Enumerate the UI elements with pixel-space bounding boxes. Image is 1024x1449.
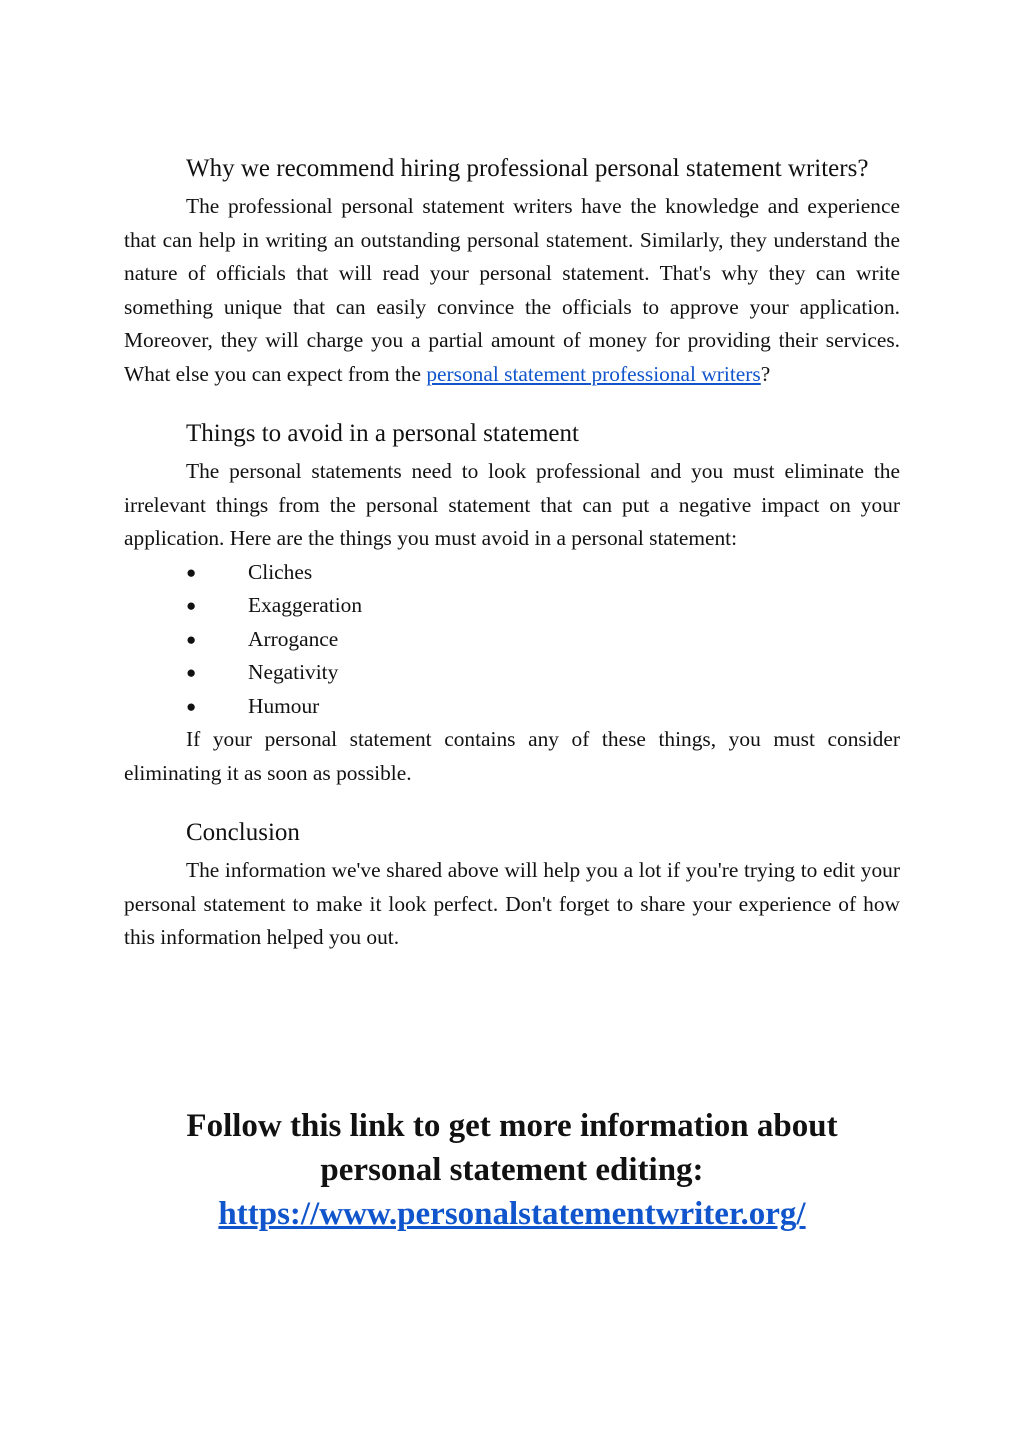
cta-line-2: personal statement editing: [320,1152,704,1188]
bullet-icon: ● [186,562,197,582]
personal-statement-writers-link[interactable]: personal statement professional writers [426,361,761,386]
bullet-icon: ● [186,629,197,649]
paragraph-text: The professional personal statement writers have the knowledge and experience that can help in writing an outstanding personal statement. Similarly, they understand the nature of officials that will read your personal statement. That's why they can write something unique that can easily convince the officials to approve your application. Moreover, they will charge you a partial amount of money for providing their services. What else you can expect from the [124,194,900,386]
paragraph-end: ? [760,361,771,386]
list-item-label: Cliches [248,559,313,584]
list-item [124,690,900,724]
section-paragraph-avoid-outro: If your personal statement contains any of these things, you must consider eliminating it as soon as possible. [124,727,900,785]
list-item [124,656,900,690]
list-item [124,623,900,657]
list-item [124,589,900,623]
section-heading-conclusion: Conclusion [186,819,300,846]
document-body [124,152,900,955]
call-to-action [124,1104,900,1236]
section-heading-things-to-avoid: Things to avoid in a personal statement [186,420,579,447]
avoid-list [124,556,900,724]
cta-line-1: Follow this link to get more information about [186,1108,838,1144]
section-paragraph-conclusion: The information we've shared above will help you a lot if you're trying to edit your personal statement to make it look perfect. Don't forget to share your experience of how this information helped you out. [124,858,900,949]
list-item-label: Arrogance [248,626,339,651]
section-heading-why-hire: Why we recommend hiring professional personal statement writers? [186,155,869,182]
website-link[interactable]: https://www.personalstatementwriter.org/ [218,1196,806,1232]
section-paragraph-why-hire [124,190,900,391]
bullet-icon: ● [186,696,197,716]
list-item-label: Negativity [248,660,339,684]
list-item-label: Humour [248,693,320,718]
list-item-label: Exaggeration [248,593,363,617]
list-item [124,556,900,590]
bullet-icon: ● [186,663,197,682]
bullet-icon: ● [186,596,197,615]
section-paragraph-things-to-avoid: The personal statements need to look professional and you must eliminate the irrelevant things from the personal statement that can put a negative impact on your application. Here are the things you must avoid in a personal statement: [124,459,900,550]
